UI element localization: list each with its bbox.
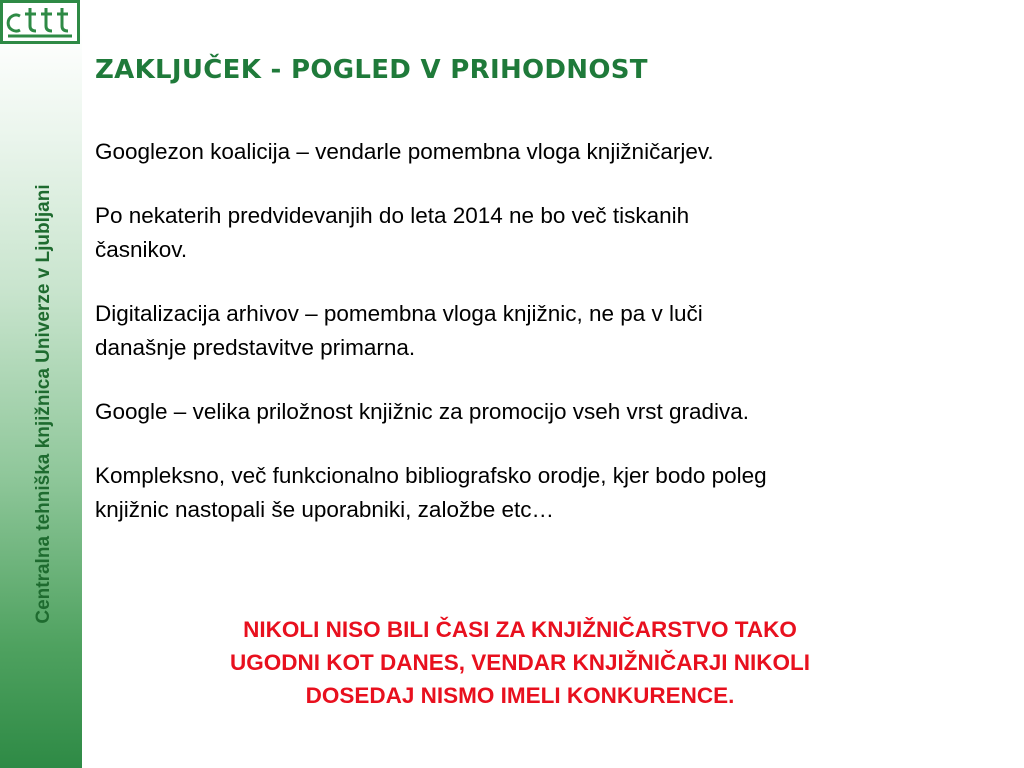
paragraph-line: Po nekaterih predvidevanjih do leta 2014 ne bo več tiskanih [95,203,690,228]
sidebar-institution-name: Centralna tehniška knjižnica Univerze v Ljubljani [33,184,54,624]
paragraph-line: Google – velika priložnost knjižnic za promocijo vseh vrst gradiva. [95,399,750,424]
conclusion-callout [110,613,930,712]
paragraph-3 [95,297,955,365]
paragraph-line: knjižnic nastopali še uporabniki, založbe etc… [95,497,554,522]
paragraph-line: Kompleksno, več funkcionalno bibliografsko orodje, kjer bodo poleg [95,463,767,488]
slide-title: ZAKLJUČEK - POGLED V PRIHODNOST [95,55,648,85]
paragraph-1 [95,135,955,169]
ctk-logo [0,0,80,44]
callout-line: DOSEDAJ NISMO IMELI KONKURENCE. [305,683,735,708]
paragraph-line: časnikov. [95,237,188,262]
paragraph-4 [95,395,955,429]
callout-line: NIKOLI NISO BILI ČASI ZA KNJIŽNIČARSTVO TAKO [243,617,797,642]
callout-line: UGODNI KOT DANES, VENDAR KNJIŽNIČARJI NIKOLI [229,650,811,675]
paragraph-2 [95,199,955,267]
paragraph-line: Googlezon koalicija – vendarle pomembna vloga knjižničarjev. [95,139,714,164]
ctk-logo-icon [0,0,80,44]
slide-body [95,135,955,557]
paragraph-line: današnje predstavitve primarna. [95,335,416,360]
sidebar [0,0,82,768]
paragraph-line: Digitalizacija arhivov – pomembna vloga knjižnic, ne pa v luči [95,301,703,326]
paragraph-5 [95,459,955,527]
